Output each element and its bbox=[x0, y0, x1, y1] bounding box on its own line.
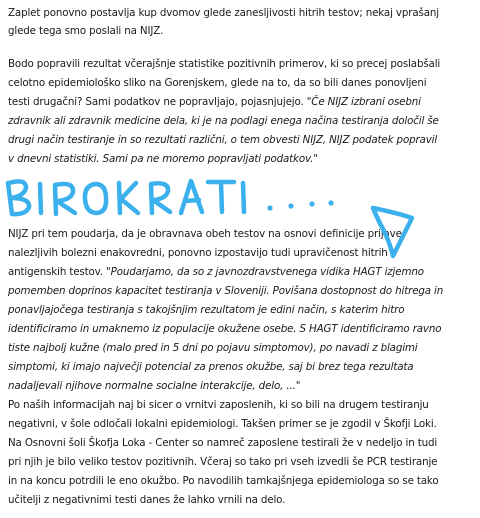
body-text: pri njih je bilo veliko testov pozitivnih. Včeraj so tako pri vseh izvedli še PCR testiranje bbox=[8, 456, 438, 468]
text-line bbox=[8, 132, 437, 148]
body-text: celotno epidemiološko sliko na Gorenjskem, glede na to, da so bili danes ponovljeni bbox=[8, 77, 427, 89]
quote-text: drugi način testiranje in so rezultati različni, o tem obvesti NIJZ, NIJZ podatek popravil bbox=[8, 134, 438, 146]
body-text: Po naših informacijah naj bi sicer o vrnitvi zaposlenih, ki so bili na drugem testiranju bbox=[8, 399, 429, 411]
text-line bbox=[8, 264, 424, 280]
annotation-dot bbox=[288, 203, 293, 208]
body-text: antigenskih testov. bbox=[8, 266, 107, 278]
body-text: Bodo popravili rezultat včerajšnje statistike pozitivnih primerov, ki so precej poslabšali bbox=[8, 58, 441, 70]
body-text: glede tega smo poslali na NIJZ. bbox=[8, 25, 164, 37]
text-line bbox=[8, 151, 318, 167]
body-text: Zaplet ponovno postavlja kup dvomov glede zanesljivosti hitrih testov; nekaj vprašanj bbox=[8, 7, 439, 19]
text-line bbox=[8, 397, 429, 413]
annotation-letter-t bbox=[208, 182, 234, 212]
quote-text: simptomi, ki imajo največji potencial za prenos okužbe, saj bi brez tega rezultata bbox=[8, 361, 414, 373]
text-line bbox=[8, 321, 441, 337]
quote-text: ponavljajočega testiranja s takojšnjim rezultatom je edini način, s katerim hitro bbox=[8, 304, 405, 316]
text-line bbox=[8, 416, 437, 432]
quote-text: nadaljevali njihove normalne socialne interakcije, delo, ..." bbox=[8, 380, 301, 392]
text-line bbox=[8, 23, 163, 39]
annotation-letter-i2 bbox=[243, 183, 244, 212]
text-line bbox=[8, 283, 443, 299]
text-line bbox=[8, 226, 402, 242]
text-line bbox=[8, 454, 437, 470]
text-line bbox=[8, 340, 418, 356]
text-line bbox=[8, 56, 440, 72]
annotation-dot bbox=[328, 200, 333, 205]
quote-text: "Če NIJZ izbrani osebni bbox=[306, 96, 421, 108]
body-text: in na koncu potrdili le eno okužbo. Po navodilih tamkajšnjega epidemiologa so se tako bbox=[8, 475, 439, 487]
annotation-letter-o bbox=[85, 184, 106, 213]
text-line bbox=[8, 94, 421, 110]
quote-text: identificiramo in umaknemo iz populacije okužene osebe. S HAGT identificiramo ravno bbox=[8, 323, 442, 335]
text-line bbox=[8, 378, 300, 394]
text-line bbox=[8, 245, 388, 261]
text-line bbox=[8, 435, 437, 451]
text-line bbox=[8, 359, 413, 375]
text-line bbox=[8, 302, 404, 318]
annotation-dot bbox=[309, 201, 314, 206]
body-text: nalezljivih bolezni enakovredni, ponovno izpostavijo tudi upravičenost hitrih bbox=[8, 247, 388, 259]
text-line bbox=[8, 5, 439, 21]
body-text: Na Osnovni šoli Škofja Loka - Center so namreč zaposlene testirali že v nedeljo in tudi bbox=[8, 437, 438, 449]
annotation-letter-i bbox=[40, 184, 41, 213]
text-line bbox=[8, 492, 285, 508]
text-line bbox=[8, 75, 426, 91]
text-line bbox=[8, 473, 439, 489]
annotation-dot bbox=[267, 205, 272, 210]
quote-text: tiste najbolj kužne (malo pred in 5 dni po pojavu simptomov), po navadi z blagimi bbox=[8, 342, 418, 354]
text-line bbox=[8, 113, 439, 129]
annotation-letter-b bbox=[8, 181, 29, 214]
annotation-letter-a bbox=[181, 181, 202, 213]
body-text: testi drugačni? Sami podatkov ne popravljajo, pojasnjujejo. bbox=[8, 96, 307, 108]
quote-text: v dnevni statistiki. Sami pa ne moremo popravljati podatkov." bbox=[8, 153, 318, 165]
quote-text: pomemben doprinos kapacitet testiranja v Sloveniji. Povišana dostopnost do hitrega in bbox=[8, 285, 444, 297]
annotation-letter-r2 bbox=[151, 183, 170, 213]
body-text: učitelji z negativnimi testi danes že lahko vrnili na delo. bbox=[8, 494, 286, 506]
body-text: NIJZ pri tem poudarja, da je obravnava obeh testov na osnovi definicije prijave bbox=[8, 228, 402, 240]
body-text: negativni, v šole odločali lokalni epidemiologi. Takšen primer se je zgodil v Škofji Loki. bbox=[8, 418, 437, 430]
annotation-letter-k bbox=[119, 183, 138, 213]
quote-text: zdravnik ali zdravnik medicine dela, ki je na podlagi enega načina testiranja določil še bbox=[8, 115, 439, 127]
quote-text: "Poudarjamo, da so z javnozdravstvenega vidika HAGT izjemno bbox=[106, 266, 424, 278]
annotation-letter-r bbox=[55, 184, 75, 214]
